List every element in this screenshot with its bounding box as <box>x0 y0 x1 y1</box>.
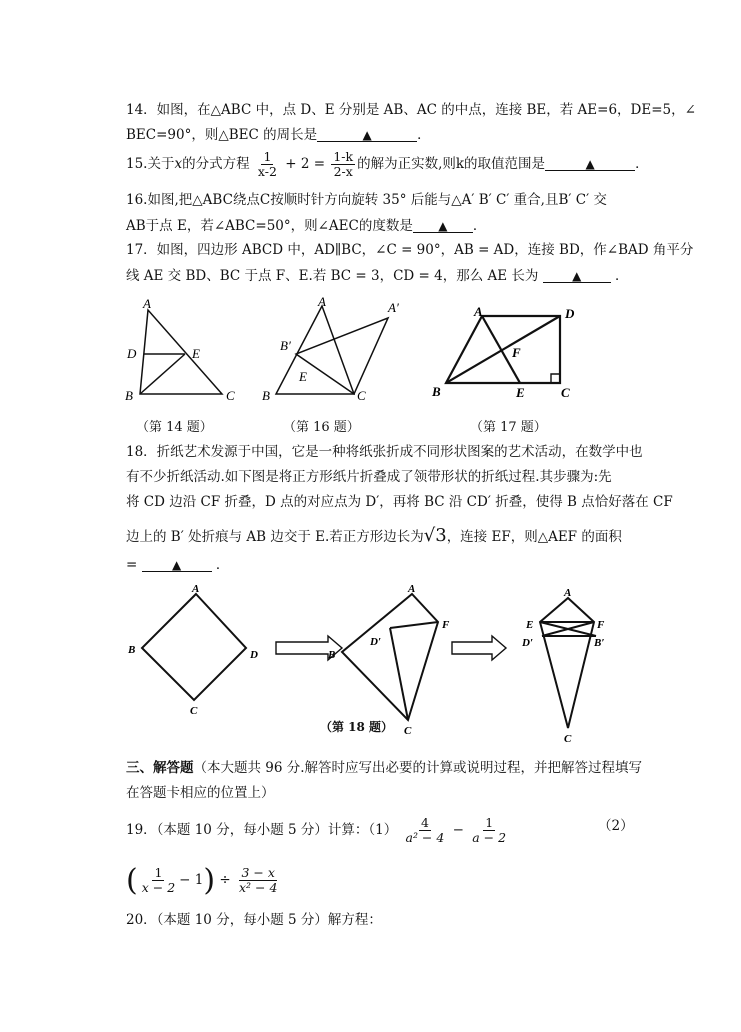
q19-fraction-4: $\frac{3 - x}{\text{x² − 4}}$ <box>238 865 278 895</box>
section3-line1: 三、解答题（本大题共 96 分.解答时应写出必要的计算或说明过程，并把解答过程填写 <box>126 760 643 776</box>
fig18-s3-label-C: C <box>564 733 572 742</box>
fig18-s1-label-D: D <box>250 649 258 661</box>
fig18-s1-label-C: C <box>190 705 198 717</box>
caption-16: （第 16 题） <box>283 420 360 435</box>
q18-line5: = ▲ ． <box>126 557 230 573</box>
fig18-s2-label-F: F <box>442 619 450 631</box>
q18-line2: 有不少折纸活动.如下图是将正方形纸片折叠成了领带形状的折纸过程.其步骤为:先 <box>126 469 612 485</box>
fig14-label-E: E <box>192 346 200 361</box>
fig18-s3-label-A: A <box>564 587 572 599</box>
answer-blank-15[interactable]: ▲ <box>545 154 635 171</box>
figure-16 <box>258 296 408 411</box>
q19-fraction-2: $\frac{1}{a - 2}$ <box>472 815 507 845</box>
fig18-s2-label-D-prime: D′ <box>370 636 382 648</box>
fig14-label-C: C <box>226 388 235 403</box>
q18-line1: 18．折纸艺术发源于中国，它是一种将纸张折成不同形状图案的艺术活动，在数学中也 <box>126 444 643 460</box>
q19-fraction-1: $\frac{4}{\text{a² − 4}}$ <box>405 815 445 845</box>
q15-fraction-2: $\frac{1-k}{2-x}$ <box>333 149 354 179</box>
caption-17: （第 17 题） <box>470 420 547 435</box>
q19-fraction-3: $\frac{1}{x - 2}$ <box>141 865 176 895</box>
sqrt3: √3 <box>423 525 447 546</box>
fig18-s2-label-A: A <box>408 583 416 595</box>
fig18-s3-label-E: E <box>526 619 534 631</box>
fig17-label-D: D <box>565 306 575 321</box>
caption-14: （第 14 题） <box>136 420 213 435</box>
fig17-label-B: B <box>432 384 441 399</box>
section3-title: 三、解答题 <box>126 760 194 776</box>
fig16-label-C: C <box>357 388 366 403</box>
fig16-label-A-prime: A′ <box>388 300 399 315</box>
fig17-label-E: E <box>516 385 525 400</box>
fig16-label-A: A <box>318 296 326 309</box>
answer-blank-17[interactable]: ▲ <box>543 266 611 283</box>
fig18-s2-label-C: C <box>404 725 412 737</box>
fig14-label-A: A <box>143 296 151 311</box>
q16-line2: AB于点 E，若∠ABC=50°，则∠AEC的度数是 ▲ ． <box>126 218 487 234</box>
fig18-s3-label-F: F <box>597 619 605 631</box>
q19-part2-label: （2） <box>598 818 634 834</box>
q17-line1: 17．如图，四边形 ABCD 中，AD∥BC，∠C = 90°，AB = AD，连接 BD，作∠BAD 角平分 <box>126 242 694 258</box>
q14-line2: BEC=90°，则△BEC 的周长是 ▲ ． <box>126 127 431 143</box>
fig18-s1-label-B: B <box>128 644 136 656</box>
fig16-label-B-prime: B′ <box>280 338 291 353</box>
caption-18: （第 18 题） <box>320 720 394 734</box>
fig18-s3-label-B-prime: B′ <box>594 637 605 649</box>
q20-line: 20．（本题 10 分，每小题 5 分）解方程： <box>126 912 382 928</box>
fig18-s1-label-A: A <box>192 583 200 595</box>
fig17-label-C: C <box>561 385 570 400</box>
q15-line: 15.关于x的分式方程 $\frac{1}{x-2}$ + 2 = $\frac{1-k}{2-x}$ 的解为正实数,则k的取值范围是 ▲ ． <box>126 149 649 179</box>
fig16-label-E: E <box>299 369 307 384</box>
figure-17 <box>424 300 584 410</box>
q15-fraction-1: $\frac{1}{x-2}$ <box>257 149 277 179</box>
fig18-s2-label-B: B <box>328 649 336 661</box>
fig16-label-B: B <box>262 388 270 403</box>
fig14-label-B: B <box>125 388 133 403</box>
q19-line1: 19．（本题 10 分，每小题 5 分）计算：（1） $\frac{4}{\text{a² − 4}}$ − $\frac{1}{a - 2}$ <box>126 815 507 845</box>
fig17-label-A: A <box>474 304 483 319</box>
q14-line1: 14．如图，在△ABC 中，点 D、E 分别是 AB、AC 的中点，连接 BE，若 AE=6，DE=5，∠ <box>126 102 696 118</box>
answer-blank-16[interactable]: ▲ <box>413 216 473 233</box>
q19-line2: ( $\frac{1}{x - 2}$ − 1) ÷ $\frac{3 - x}{\text{x² − 4}}$ <box>126 862 278 898</box>
q16-line1: 16.如图,把△ABC绕点C按顺时针方向旋转 35° 后能与△A′ B′ C′ 重合,且B′ C′ 交 <box>126 192 607 208</box>
q17-line2: 线 AE 交 BD、BC 于点 F、E.若 BC = 3，CD = 4，那么 AE 长为 ▲ ． <box>126 268 629 284</box>
q18-line4: 边上的 B′ 处折痕与 AB 边交于 E.若正方形边长为√3，连接 EF，则△AEF 的面积 <box>126 525 622 546</box>
fig14-label-D: D <box>127 346 137 361</box>
section3-line2: 在答题卡相应的位置上） <box>126 785 275 801</box>
answer-blank-18[interactable]: ▲ <box>142 555 212 572</box>
fig18-s3-label-D-prime: D′ <box>522 637 534 649</box>
answer-blank-14[interactable]: ▲ <box>317 125 417 142</box>
figure-14 <box>118 296 248 411</box>
fig17-label-F: F <box>512 345 521 360</box>
q18-line3: 将 CD 边沿 CF 折叠，D 点的对应点为 D′，再将 BC 沿 CD′ 折叠，使得 B 点恰好落在 CF <box>126 494 673 510</box>
